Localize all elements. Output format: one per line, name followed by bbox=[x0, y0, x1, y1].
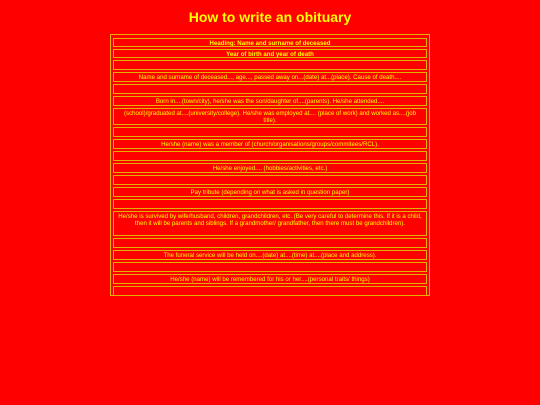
row-survived-by: He/she is survived by wife/husband, children, grandchildren, etc. (Be very careful to determine this. If it is a child, then it will be parents and siblings. If a grandmother/ grandfather, then there must be grandchildren). bbox=[113, 211, 427, 236]
row-remembered-for: He/she (name) will be remembered for his or her....(personal traits/ things) bbox=[113, 274, 427, 284]
row-tribute: Pay tribute (depending on what is asked in question paper) bbox=[113, 187, 427, 197]
row-birth-parents: Born in....(town/city), he/she was the son/daughter of....(parents). He/she attended.... bbox=[113, 96, 427, 106]
row-education-employment: (school)/graduated at....(university/college). He/she was employed at.... (place of work) and worked as....(job title). bbox=[113, 108, 427, 125]
row-memberships: He/she (name) was a member of (church/organisations/groups/commitees/RCL). bbox=[113, 139, 427, 149]
row-spacer bbox=[113, 151, 427, 161]
row-spacer bbox=[113, 175, 427, 185]
obituary-template-table bbox=[110, 34, 430, 296]
row-heading: Heading: Name and surname of deceased bbox=[113, 38, 427, 47]
row-spacer bbox=[113, 262, 427, 272]
row-funeral-service: The funeral service will be held on....(date) at....(time) at....(place and address). bbox=[113, 250, 427, 260]
row-birth-death-years: Year of birth and year of death bbox=[113, 49, 427, 58]
row-spacer bbox=[113, 127, 427, 137]
row-hobbies: He/she enjoyed.... (hobbies/activities, etc.) bbox=[113, 163, 427, 173]
page-title: How to write an obituary bbox=[188, 9, 352, 25]
row-spacer bbox=[113, 60, 427, 70]
row-spacer bbox=[113, 286, 427, 296]
row-death-details: Name and surname of deceased..., age..., passed away on...(date) at...(place). Cause of death.... bbox=[113, 72, 427, 82]
row-spacer bbox=[113, 238, 427, 248]
row-spacer bbox=[113, 84, 427, 94]
row-spacer bbox=[113, 199, 427, 209]
